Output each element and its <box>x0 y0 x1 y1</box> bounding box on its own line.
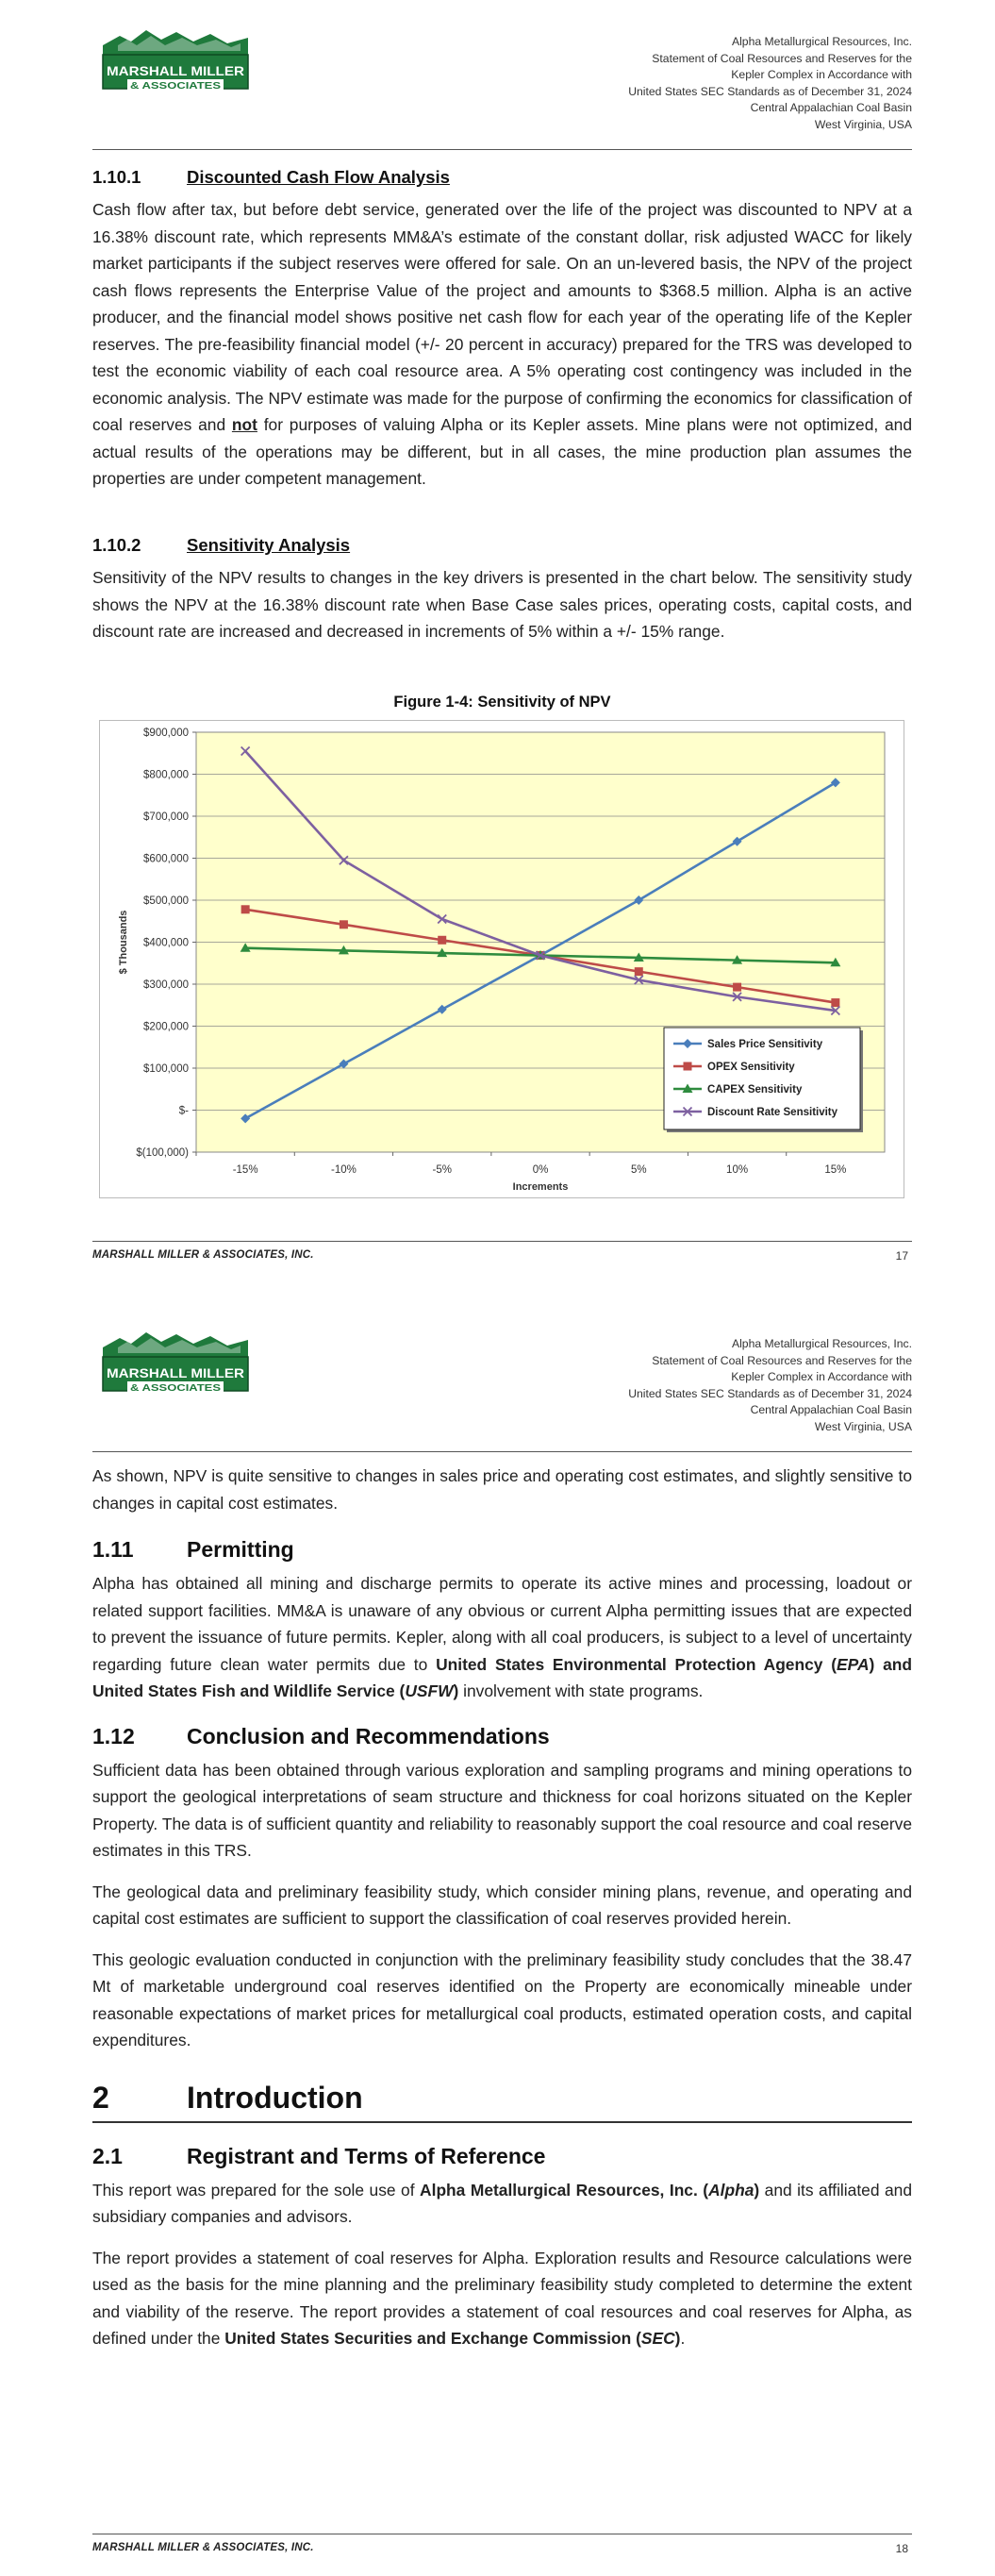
page-18 <box>0 1302 995 2576</box>
x-tick-label: -10% <box>330 1164 357 1176</box>
header-line: Central Appalachian Coal Basin <box>750 101 912 114</box>
legend-label: CAPEX Sensitivity <box>707 1084 803 1096</box>
footer-company: MARSHALL MILLER & ASSOCIATES, INC. <box>92 2542 314 2553</box>
page-number: 18 <box>895 2542 908 2555</box>
section-number: 1.12 <box>92 1723 135 1748</box>
conclusion-paragraph-1: Sufficient data has been obtained through various exploration and sampling programs and mining operations to support the geological interpretations of seam structure and thickness for coal horizons situated on the Kepler Property. The data is of sufficient quantity and reliability to reasonably support the coal resource and coal reserve estimates in this TRS. <box>92 1760 912 1860</box>
x-tick-label: 0% <box>532 1164 549 1176</box>
x-axis-title: Increments <box>512 1181 569 1193</box>
conclusion-paragraph-3: This geologic evaluation conducted in conjunction with the preliminary feasibility study concludes that the 38.47 Mt of marketable underground coal reserves identified on the Property are economically mineable under reasonable expectations of market prices for metallurgical coal products, estimated operation costs, and capital expenditures. <box>92 1949 912 2049</box>
legend-label: OPEX Sensitivity <box>707 1062 795 1073</box>
figure-title: Figure 1-4: Sensitivity of NPV <box>393 694 611 711</box>
svg-text:MARSHALL MILLER: MARSHALL MILLER <box>107 63 244 78</box>
bold-run: ) and United States Fish and Wildlife Service ( <box>92 1654 912 1700</box>
document-header <box>628 1336 912 1435</box>
section-heading-1-12 <box>92 1724 912 1749</box>
text-run: involvement with state programs. <box>458 1681 704 1700</box>
bold-run: ) <box>674 2329 681 2348</box>
dcf-paragraph <box>92 196 912 493</box>
x-tick-label: 15% <box>824 1164 847 1176</box>
data-point-square <box>241 905 250 913</box>
abbr-epa: EPA <box>837 1654 870 1674</box>
page-17 <box>0 0 995 1283</box>
y-tick-label: $300,000 <box>143 979 189 991</box>
npv-sensitivity-chart <box>99 720 904 1198</box>
legend-label: Sales Price Sensitivity <box>707 1039 823 1050</box>
y-tick-label: $100,000 <box>143 1063 189 1075</box>
section-title: Sensitivity Analysis <box>187 535 351 555</box>
section-title: Discounted Cash Flow Analysis <box>187 167 450 187</box>
data-point-square <box>684 1062 692 1071</box>
section-1-10-2 <box>92 535 912 645</box>
permitting-paragraph <box>92 1570 912 1705</box>
footer-divider <box>92 1241 912 1242</box>
chapter-number: 2 <box>92 2080 109 2115</box>
abbr-sec: SEC <box>640 2329 675 2348</box>
x-tick-label: -15% <box>232 1164 258 1176</box>
header-divider <box>92 149 912 150</box>
bold-run: United States Environmental Protection Agency ( <box>436 1654 837 1674</box>
legend-label: Discount Rate Sensitivity <box>707 1107 838 1118</box>
text-run: and its affiliated and subsidiary companies and advisors. <box>92 2180 912 2226</box>
section-heading-1-11 <box>92 1537 912 1563</box>
y-tick-label: $900,000 <box>143 728 189 739</box>
data-point-square <box>733 983 741 992</box>
company-logo <box>99 26 252 98</box>
sensitivity-paragraph: Sensitivity of the NPV results to changes in the key drivers is presented in the chart below. The sensitivity study shows the NPV at the 16.38% discount rate when Base Case sales prices, operating costs, capital costs, and discount rate are increased and decreased in increments of 5% within a +/- 15% range. <box>92 568 912 641</box>
data-point-square <box>438 936 446 945</box>
emphasis-not: not <box>231 415 257 434</box>
data-point-square <box>831 998 839 1007</box>
footer-company: MARSHALL MILLER & ASSOCIATES, INC. <box>92 1249 314 1261</box>
section-heading <box>92 535 912 556</box>
x-tick-label: -5% <box>432 1164 452 1176</box>
registrant-paragraph-2 <box>92 2245 912 2352</box>
header-line: Statement of Coal Resources and Reserves for the <box>652 1353 912 1367</box>
y-tick-label: $700,000 <box>143 811 189 823</box>
document-header <box>628 34 912 133</box>
text-run: Alpha has obtained all mining and discharge permits to operate its active mines and processing, loadout or related support facilities. MM&A is unaware of any obvious or current Alpha permitting issues that are expected to prevent the issuance of future permits. Kepler, along with all coal producers, is subject to a level of uncertainty regarding future clean water permits due to <box>92 1574 912 1674</box>
bold-run: United States Securities and Exchange Commission ( <box>224 2329 641 2348</box>
header-line: Kepler Complex in Accordance with <box>731 1370 912 1383</box>
data-point-square <box>340 920 348 928</box>
section-title: Conclusion and Recommendations <box>187 1723 550 1748</box>
svg-text:MARSHALL MILLER: MARSHALL MILLER <box>107 1365 244 1380</box>
y-tick-label: $600,000 <box>143 853 189 865</box>
section-title: Registrant and Terms of Reference <box>187 2143 546 2168</box>
data-point-square <box>635 967 643 976</box>
bold-run: ) <box>453 1681 459 1700</box>
abbr-usfw: USFW <box>405 1681 454 1700</box>
text-run: Cash flow after tax, but before debt service, generated over the life of the project was discounted to NPV at a 16.38% discount rate, which represents MM&A’s estimate of the constant dollar, risk adjusted WACC for likely market participants if the subject reserves were offered for sale. On an un-levered basis, the NPV of the project cash flows represents the Enterprise Value of the project and amounts to $368.5 million. Alpha is an active producer, and the financial model shows positive net cash flow for each year of the operating life of the Kepler reserves. The pre-feasibility financial model (+/- 20 percent in accuracy) prepared for the TRS was developed to test the economic viability of each coal resource area. A 5% operating cost contingency was included in the economic analysis. The NPV estimate was made for the purpose of confirming the economics for classification of coal reserves and <box>92 200 912 434</box>
header-line: West Virginia, USA <box>814 117 912 131</box>
y-tick-label: $400,000 <box>143 937 189 949</box>
chart-svg <box>100 721 904 1197</box>
chart-legend <box>664 1028 863 1132</box>
y-axis-title: $ Thousands <box>118 910 129 975</box>
section-number: 1.10.1 <box>92 167 141 187</box>
section-number: 1.10.2 <box>92 535 141 555</box>
section-number: 1.11 <box>92 1537 134 1562</box>
section-number: 2.1 <box>92 2143 123 2168</box>
section-heading <box>92 167 912 188</box>
y-tick-label: $200,000 <box>143 1021 189 1033</box>
header-line: Alpha Metallurgical Resources, Inc. <box>731 35 912 48</box>
page-number: 17 <box>895 1249 908 1263</box>
conclusion-paragraph-2: The geological data and preliminary feasibility study, which consider mining plans, revenue, and operating and capital cost estimates are sufficient to support the classification of coal reserves provided herein. <box>92 1882 912 1928</box>
npv-conclusion-paragraph: As shown, NPV is quite sensitive to changes in sales price and operating cost estimates, and slightly sensitive to changes in capital cost estimates. <box>92 1466 912 1513</box>
svg-text:& ASSOCIATES: & ASSOCIATES <box>130 1383 222 1394</box>
header-line: West Virginia, USA <box>814 1419 912 1433</box>
company-logo <box>99 1329 252 1400</box>
abbr-alpha: Alpha <box>708 2180 755 2200</box>
section-title: Permitting <box>187 1537 294 1562</box>
chapter-heading-2 <box>92 2081 912 2123</box>
chapter-title: Introduction <box>187 2080 363 2115</box>
header-line: Central Appalachian Coal Basin <box>750 1403 912 1416</box>
header-line: Statement of Coal Resources and Reserves for the <box>652 51 912 65</box>
svg-text:& ASSOCIATES: & ASSOCIATES <box>130 81 222 92</box>
bold-run: ) <box>754 2180 760 2200</box>
text-run: The report provides a statement of coal reserves for Alpha. Exploration results and Resource calculations were used as the basis for the mine planning and the preliminary feasibility study completed to determine the extent and viability of the reserve. The report provides a statement of coal resources and coal reserves for Alpha, as defined under the <box>92 2248 912 2348</box>
y-tick-label: $500,000 <box>143 895 189 907</box>
header-line: United States SEC Standards as of December 31, 2024 <box>628 84 912 98</box>
section-1-10-1 <box>92 167 912 493</box>
x-tick-label: 10% <box>726 1164 749 1176</box>
y-tick-label: $800,000 <box>143 769 189 781</box>
header-line: Alpha Metallurgical Resources, Inc. <box>731 1337 912 1350</box>
registrant-paragraph-1 <box>92 2177 912 2231</box>
y-tick-label: $(100,000) <box>136 1147 189 1159</box>
header-divider <box>92 1451 912 1452</box>
section-heading-2-1 <box>92 2144 912 2169</box>
header-line: United States SEC Standards as of December 31, 2024 <box>628 1386 912 1400</box>
x-tick-label: 5% <box>630 1164 647 1176</box>
y-tick-label: $- <box>178 1105 189 1117</box>
text-run: This report was prepared for the sole use of <box>92 2180 421 2200</box>
text-run: for purposes of valuing Alpha or its Kepler assets. Mine plans were not optimized, and actual results of the operations may be different, but in all cases, the mine production plan assumes the properties are under competent management. <box>92 415 912 488</box>
text-run: . <box>680 2329 686 2348</box>
header-line: Kepler Complex in Accordance with <box>731 68 912 81</box>
bold-run: Alpha Metallurgical Resources, Inc. ( <box>420 2180 709 2200</box>
page2-body <box>92 1463 912 2352</box>
